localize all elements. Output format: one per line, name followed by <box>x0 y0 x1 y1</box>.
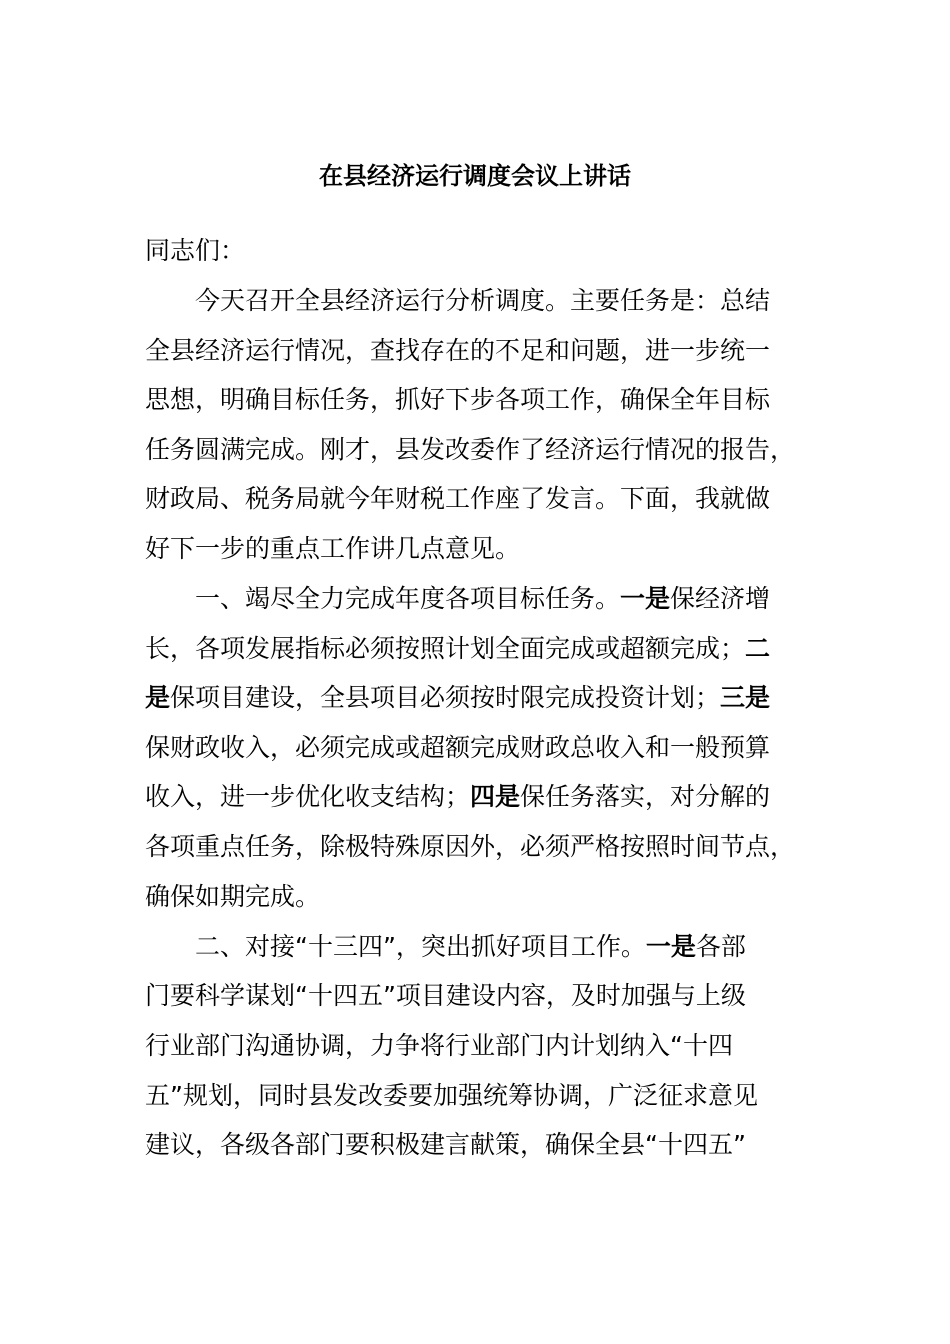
text-segment: 财政局、税务局就今年财税工作座了发言。下面，我就做 <box>145 484 771 513</box>
text-segment: 门要科学谋划“十四五”项目建设内容，及时加强与上级 <box>145 981 746 1010</box>
bold-text-segment: 三是 <box>720 683 771 712</box>
text-line <box>145 1028 733 1064</box>
text-segment: 收入，进一步优化收支结构； <box>145 782 471 811</box>
text-segment: 全县经济运行情况，查找存在的不足和问题，进一步统一 <box>145 336 771 365</box>
text-line <box>145 333 770 369</box>
text-segment: 一、竭尽全力完成年度各项目标任务。 <box>195 584 621 613</box>
text-segment: 保项目建设，全县项目必须按时限完成投资计划； <box>170 683 721 712</box>
text-segment: 建议，各级各部门要积极建言献策，确保全县“十四五” <box>145 1130 746 1159</box>
bold-text-segment: 二 <box>745 634 771 663</box>
text-line <box>145 432 795 468</box>
bold-text-segment: 一是 <box>645 932 696 961</box>
text-segment: 各部 <box>695 932 746 961</box>
bold-text-segment: 四是 <box>470 782 521 811</box>
text-segment: 任务圆满完成。刚才，县发改委作了经济运行情况的报告， <box>145 435 796 464</box>
text-line <box>145 680 770 716</box>
document-title: 在县经济运行调度会议上讲话 <box>319 162 631 190</box>
text-segment: 今天召开全县经济运行分析调度。主要任务是：总结 <box>195 286 771 315</box>
text-line <box>195 929 746 965</box>
text-line <box>195 581 770 617</box>
text-line <box>145 481 770 517</box>
text-segment: 长，各项发展指标必须按照计划全面完成或超额完成； <box>145 634 746 663</box>
text-segment: 五”规划，同时县发改委要加强统筹协调，广泛征求意见 <box>145 1081 758 1110</box>
text-line <box>145 1078 758 1114</box>
text-line <box>145 730 770 766</box>
bold-text-segment: 是 <box>145 683 171 712</box>
text-segment: 确保如期完成。 <box>145 882 321 911</box>
text-segment: 同志们： <box>145 236 246 265</box>
text-line <box>145 978 746 1014</box>
text-segment: 各项重点任务，除极特殊原因外，必须严格按照时间节点， <box>145 832 796 861</box>
text-segment: 保财政收入，必须完成或超额完成财政总收入和一般预算 <box>145 733 771 762</box>
text-segment: 保任务落实，对分解的 <box>520 782 771 811</box>
text-line <box>145 382 770 418</box>
text-segment: 保经济增 <box>670 584 771 613</box>
text-line <box>145 879 320 915</box>
text-line <box>145 631 770 667</box>
bold-text-segment: 一是 <box>620 584 671 613</box>
text-line <box>145 829 795 865</box>
text-segment: 好下一步的重点工作讲几点意见。 <box>145 534 521 563</box>
text-line <box>145 531 520 567</box>
text-line <box>195 283 770 319</box>
text-line <box>145 779 770 815</box>
text-segment: 二、对接“十三四”，突出抓好项目工作。 <box>195 932 646 961</box>
text-line <box>145 233 245 269</box>
text-segment: 思想，明确目标任务，抓好下步各项工作，确保全年目标 <box>145 385 771 414</box>
text-line <box>145 1127 746 1163</box>
text-segment: 行业部门沟通协调，力争将行业部门内计划纳入“十四 <box>145 1031 733 1060</box>
